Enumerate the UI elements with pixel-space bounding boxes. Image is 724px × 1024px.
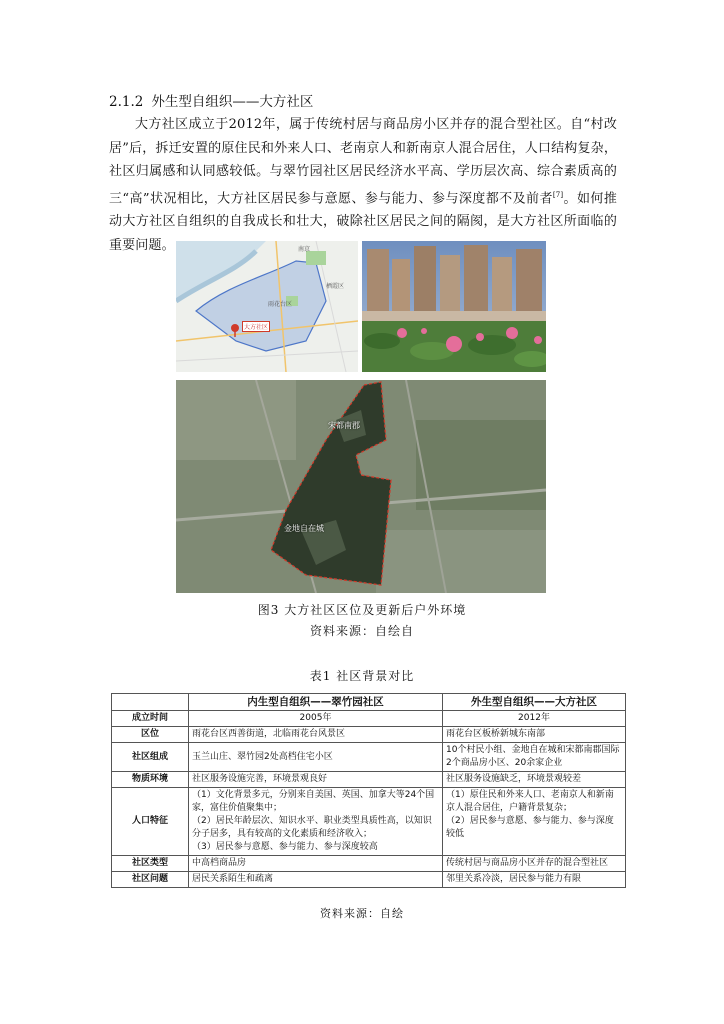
row-b: 传统村居与商品房小区并存的混合型社区 bbox=[443, 856, 626, 872]
body-paragraph bbox=[109, 113, 617, 257]
row-a bbox=[189, 788, 443, 856]
row-a-line: （3）居民参与意愿、参与能力、参与深度较高 bbox=[192, 842, 378, 852]
row-b-line: （1）原住民和外来人口、老南京人和新南京人混合居住，户籍背景复杂； bbox=[446, 790, 614, 813]
table-source: 资料来源：自绘 bbox=[320, 907, 404, 920]
satellite-drawing bbox=[176, 380, 546, 593]
row-a: 居民关系陌生和疏离 bbox=[189, 872, 443, 888]
row-key: 社区组成 bbox=[112, 743, 189, 772]
map-marker-label: 大方社区 bbox=[242, 321, 270, 332]
row-a: 2005年 bbox=[189, 711, 443, 727]
row-a: 社区服务设施完善，环境景观良好 bbox=[189, 772, 443, 788]
row-key: 社区问题 bbox=[112, 872, 189, 888]
paragraph-text: 大方社区成立于2012年，属于传统村居与商品房小区并存的混合型社区。自“村改居”后，拆迁安置的原住民和外来人口、老南京人和新南京人混合居住，人口结构复杂，社区归属感和认同感较低。与翠竹园社区居民经济水平高、学历层次高、综合素质高的三“高”状况相比，大方社区居民参与意愿、参与能力、参与深度都不及前者 bbox=[109, 117, 617, 206]
table-row bbox=[112, 788, 626, 856]
sat-label-1: 宋都南郡 bbox=[328, 421, 360, 430]
row-key: 成立时间 bbox=[112, 711, 189, 727]
row-a: 中高档商品房 bbox=[189, 856, 443, 872]
table-row bbox=[112, 856, 626, 872]
figure-caption: 图3 大方社区区位及更新后户外环境 bbox=[257, 603, 467, 617]
table-row bbox=[112, 872, 626, 888]
row-a-line: （1）文化背景多元，分别来自美国、英国、加拿大等24个国家，富住价值聚集中； bbox=[192, 790, 435, 813]
section-heading bbox=[109, 90, 321, 110]
row-b: 2012年 bbox=[443, 711, 626, 727]
row-key: 人口特征 bbox=[112, 788, 189, 856]
table-header-row bbox=[112, 694, 626, 711]
comparison-table bbox=[111, 693, 626, 888]
table-title: 表1 社区背景对比 bbox=[309, 669, 415, 683]
map-label-1: 南京 bbox=[298, 246, 311, 253]
row-key: 区位 bbox=[112, 727, 189, 743]
row-key: 社区类型 bbox=[112, 856, 189, 872]
row-key: 物质环境 bbox=[112, 772, 189, 788]
row-a-line: （2）居民年龄层次、知识水平、职业类型具质性高，以知识分子居多，具有较高的文化素质和经济收入； bbox=[192, 816, 432, 839]
location-map bbox=[176, 241, 358, 372]
map-label-2: 栖霞区 bbox=[326, 283, 345, 290]
row-b: 邻里关系冷淡，居民参与能力有限 bbox=[443, 872, 626, 888]
table-row bbox=[112, 727, 626, 743]
row-b-line: （2）居民参与意愿、参与能力、参与深度较低 bbox=[446, 816, 614, 839]
citation-ref: [7] bbox=[552, 190, 564, 199]
community-photo bbox=[362, 241, 546, 372]
sat-label-2: 金地自在城 bbox=[284, 524, 324, 533]
table-row bbox=[112, 743, 626, 772]
table-header-a: 内生型自组织——翠竹园社区 bbox=[189, 694, 443, 711]
table-header-b: 外生型自组织——大方社区 bbox=[443, 694, 626, 711]
row-b: 10个村民小组、金地自在城和宋都南郡国际2个商品房小区、20余家企业 bbox=[443, 743, 626, 772]
table-row bbox=[112, 711, 626, 727]
figure-source: 资料来源：自绘自 bbox=[309, 624, 414, 638]
photo-drawing bbox=[362, 241, 546, 372]
map-drawing bbox=[176, 241, 358, 372]
table-header-blank bbox=[112, 694, 189, 711]
map-label-3: 雨花台区 bbox=[268, 301, 293, 308]
row-b bbox=[443, 788, 626, 856]
section-number: 2.1.2 bbox=[109, 94, 144, 110]
row-b: 社区服务设施缺乏，环境景观较差 bbox=[443, 772, 626, 788]
row-a: 玉兰山庄、翠竹园2处高档住宅小区 bbox=[189, 743, 443, 772]
section-title: 外生型自组织——大方社区 bbox=[151, 94, 314, 110]
paragraph-text-end: 。如何推动大方社区自组织的自我成长和壮大，破除社区居民之间的隔阂，是大方社区所面临的重要问题。 bbox=[109, 190, 617, 253]
row-b: 雨花台区板桥新城东南部 bbox=[443, 727, 626, 743]
row-a: 雨花台区西善街道，北临雨花台风景区 bbox=[189, 727, 443, 743]
satellite-image bbox=[176, 380, 546, 593]
table-row bbox=[112, 772, 626, 788]
